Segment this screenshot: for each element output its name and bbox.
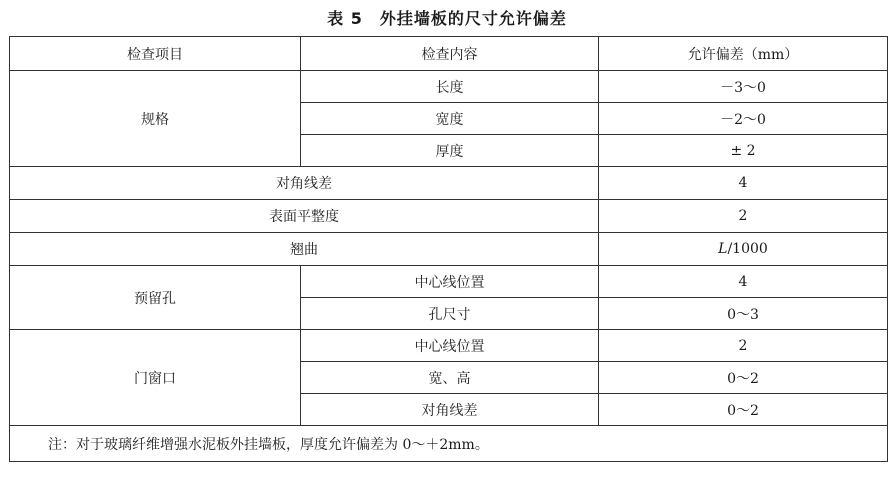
header-item: 检查项目 — [10, 37, 301, 71]
table-row — [10, 233, 888, 266]
group-label-door-window: 门窗口 — [10, 330, 301, 426]
content-cell: 长度 — [301, 71, 599, 103]
tolerance-cell: 2 — [599, 200, 888, 233]
table-row — [10, 71, 888, 103]
header-tolerance: 允许偏差（mm） — [599, 37, 888, 71]
tolerance-cell: －2～0 — [599, 103, 888, 135]
tolerance-cell: 0～2 — [599, 362, 888, 394]
warp-variable: L — [718, 241, 728, 257]
group-label-spec: 规格 — [10, 71, 301, 167]
tolerance-cell: ± 2 — [599, 135, 888, 167]
tolerance-cell: 2 — [599, 330, 888, 362]
item-flatness: 表面平整度 — [10, 200, 599, 233]
content-cell: 中心线位置 — [301, 266, 599, 298]
table-row — [10, 167, 888, 200]
tolerance-cell — [599, 233, 888, 266]
header-row — [10, 37, 888, 71]
tolerance-cell: －3～0 — [599, 71, 888, 103]
table-row — [10, 200, 888, 233]
content-cell: 中心线位置 — [301, 330, 599, 362]
header-content: 检查内容 — [301, 37, 599, 71]
tolerance-table — [9, 36, 888, 462]
content-cell: 孔尺寸 — [301, 298, 599, 330]
table-row — [10, 266, 888, 298]
content-cell: 对角线差 — [301, 394, 599, 426]
content-cell: 宽、高 — [301, 362, 599, 394]
tolerance-cell: 4 — [599, 266, 888, 298]
group-label-reserved-hole: 预留孔 — [10, 266, 301, 330]
table-note: 注：对于玻璃纤维增强水泥板外挂墙板，厚度允许偏差为 0～＋2mm。 — [10, 426, 888, 462]
tolerance-cell: 4 — [599, 167, 888, 200]
content-cell: 厚度 — [301, 135, 599, 167]
warp-ratio: /1000 — [727, 241, 768, 257]
tolerance-cell: 0～2 — [599, 394, 888, 426]
note-row — [10, 426, 888, 462]
tolerance-cell: 0～3 — [599, 298, 888, 330]
table-row — [10, 330, 888, 362]
item-diagonal: 对角线差 — [10, 167, 599, 200]
item-warp: 翘曲 — [10, 233, 599, 266]
content-cell: 宽度 — [301, 103, 599, 135]
table-title: 表 5 外挂墙板的尺寸允许偏差 — [327, 9, 567, 28]
